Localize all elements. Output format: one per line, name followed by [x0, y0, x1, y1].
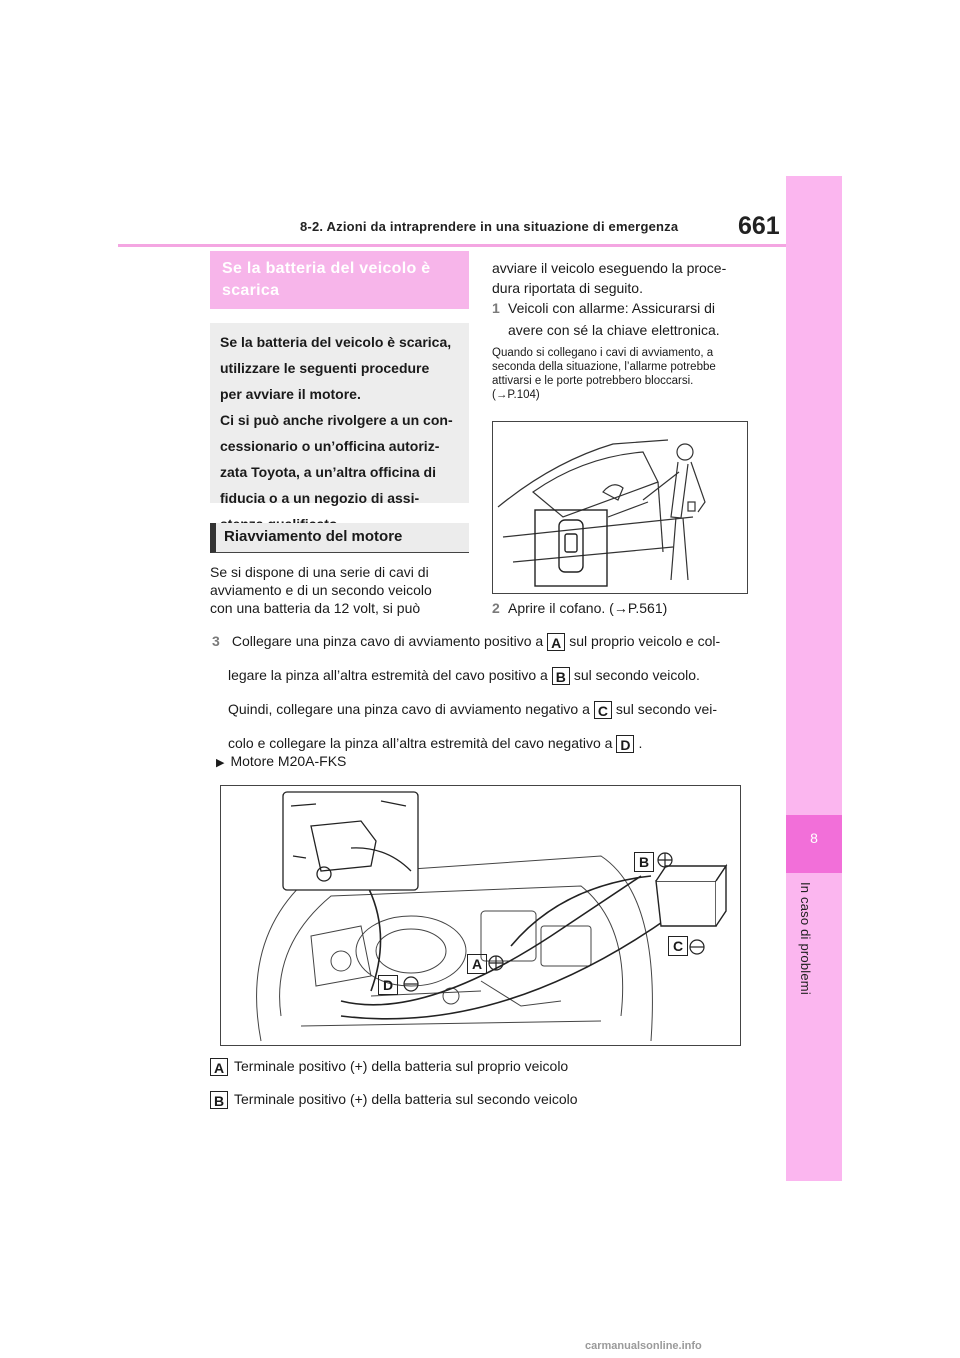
- step-text: colo e collegare la pinza all’altra estremità del cavo negativo a: [228, 735, 613, 751]
- legend-text: Terminale positivo (+) della batteria sul proprio veicolo: [234, 1058, 569, 1074]
- step-text: .: [638, 735, 643, 751]
- step-text: legare la pinza all’altra estremità del cavo positivo a: [228, 667, 548, 683]
- body-line: avviare il veicolo eseguendo la proce-: [492, 260, 727, 276]
- intro-line: cessionario o un’officina autoriz-: [220, 438, 440, 454]
- section-heading-line: scarica: [222, 282, 280, 299]
- step-number: 2: [492, 600, 500, 616]
- step-1: [492, 297, 720, 341]
- chapter-number: 8: [810, 830, 818, 846]
- right-paragraph: [492, 258, 726, 298]
- label-d-box: D: [616, 735, 634, 753]
- intro-box: [210, 323, 469, 506]
- fig-label-b: B: [634, 852, 654, 872]
- engine-name: Motore M20A-FKS: [230, 753, 347, 769]
- body-line: con una batteria da 12 volt, si può: [210, 600, 421, 616]
- step-text: Quindi, collegare una pinza cavo di avviamento negativo a: [228, 701, 590, 717]
- fig-label-c: C: [668, 936, 688, 956]
- step-number: 1: [492, 300, 500, 316]
- note-line: (→P.104): [492, 389, 540, 401]
- engine-label: [216, 752, 346, 772]
- chapter-label: In caso di problemi: [798, 882, 813, 995]
- intro-line: Ci si può anche rivolgere a un con-: [220, 412, 453, 428]
- body-paragraph: [210, 563, 432, 617]
- section-heading: [210, 251, 469, 309]
- label-a-box: A: [547, 633, 565, 651]
- body-line: dura riportata di seguito.: [492, 280, 643, 296]
- car-door-drawing: [493, 422, 747, 593]
- note-line: Quando si collegano i cavi di avviamento, a: [492, 347, 714, 359]
- note-line: seconda della situazione, l’allarme potrebbe: [492, 361, 716, 373]
- engine-bay-illustration: [220, 785, 741, 1046]
- step-text: Veicoli con allarme: Assicurarsi di: [508, 300, 715, 316]
- label-c-box: C: [594, 701, 612, 719]
- legend-label: B: [210, 1091, 228, 1109]
- body-line: Se si dispone di una serie di cavi di: [210, 564, 429, 580]
- intro-line: zata Toyota, a un’altra officina di: [220, 464, 436, 480]
- step-text: Collegare una pinza cavo di avviamento positivo a: [231, 633, 544, 649]
- step-text: Aprire il cofano. (→P.561): [508, 600, 668, 616]
- step-number: 3: [212, 633, 220, 649]
- step-2: [492, 599, 667, 617]
- intro-line: fiducia o a un negozio di assi-: [220, 490, 420, 506]
- label-b-box: B: [552, 667, 570, 685]
- arrow-icon: ▶: [216, 757, 225, 769]
- step-3: [212, 627, 720, 757]
- step-text: sul proprio veicolo e col-: [569, 633, 721, 649]
- section-heading-line: Se la batteria del veicolo è: [222, 260, 431, 277]
- legend-item-b: [210, 1090, 578, 1109]
- step-text: avere con sé la chiave elettronica.: [508, 322, 720, 338]
- fig-label-a: A: [467, 954, 487, 974]
- legend-label: A: [210, 1058, 228, 1076]
- engine-bay-drawing: [221, 786, 740, 1045]
- header-rule: [118, 244, 786, 247]
- note: [492, 346, 716, 402]
- legend-item-a: [210, 1057, 568, 1076]
- section-title: 8-2. Azioni da intraprendere in una situazione di emergenza: [300, 219, 679, 234]
- chapter-side-tab[interactable]: [786, 176, 842, 1181]
- intro-line: Se la batteria del veicolo è scarica,: [220, 334, 452, 350]
- door-key-illustration: [492, 421, 748, 594]
- intro-line: utilizzare le seguenti procedure: [220, 360, 430, 376]
- intro-line: per avviare il motore.: [220, 386, 361, 402]
- page-number: 661: [738, 212, 780, 240]
- body-line: avviamento e di un secondo veicolo: [210, 582, 432, 598]
- subsection-heading: Riavviamento del motore: [210, 523, 469, 553]
- note-line: attivarsi e le porte potrebbero bloccarsi.: [492, 375, 694, 387]
- watermark: carmanualsonline.info: [585, 1340, 702, 1352]
- step-text: sul secondo vei-: [615, 701, 718, 717]
- fig-label-d: D: [378, 975, 398, 995]
- legend-text: Terminale positivo (+) della batteria sul secondo veicolo: [234, 1091, 578, 1107]
- step-text: sul secondo veicolo.: [573, 667, 700, 683]
